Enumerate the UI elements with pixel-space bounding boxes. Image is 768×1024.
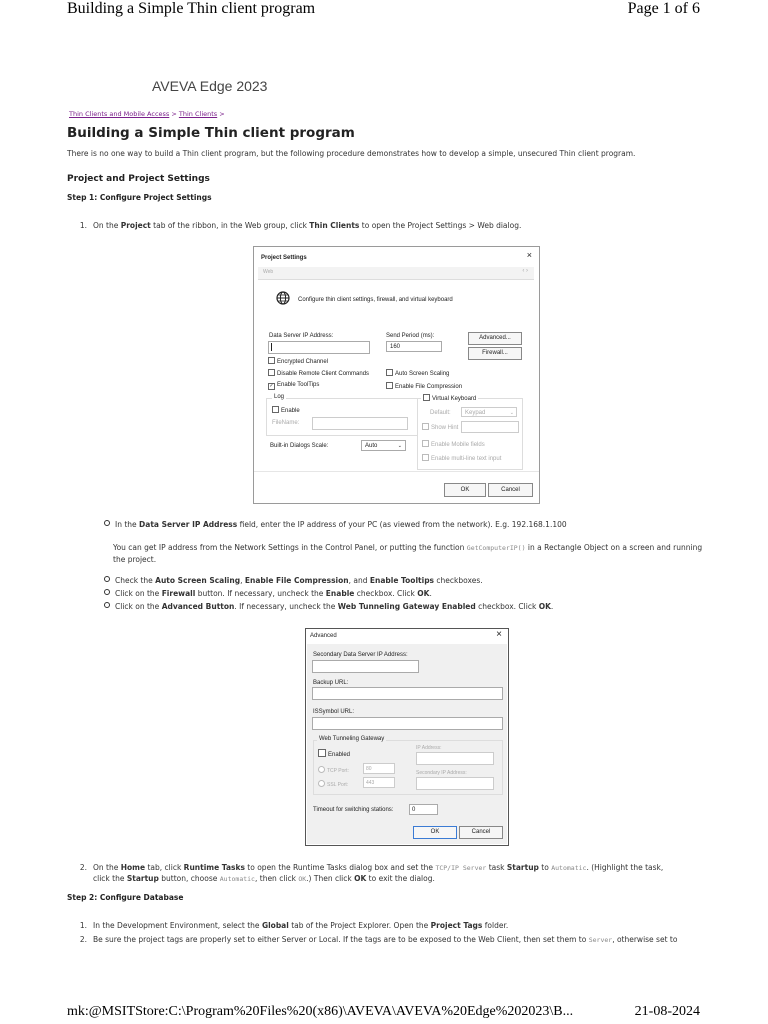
- dialogs-scale-select[interactable]: Auto ⌄: [361, 440, 406, 451]
- virtual-keyboard-checkbox[interactable]: Virtual Keyboard: [421, 394, 478, 402]
- secondary-ip-input[interactable]: [312, 660, 419, 673]
- vk-default-label: Default:: [430, 410, 451, 416]
- log-group-label: Log: [274, 394, 285, 400]
- vk-multiline-checkbox[interactable]: Enable multi-line text input: [422, 454, 501, 462]
- ip-address-input[interactable]: [416, 752, 494, 765]
- web-tunneling-label: Web Tunneling Gateway: [319, 736, 385, 742]
- advanced-dialog: [305, 628, 509, 846]
- aveva-logo: [118, 80, 142, 94]
- vk-hint-input[interactable]: [461, 421, 519, 433]
- note-paragraph: You can get IP address from the Network Settings in the Control Panel, or putting the function GetComputerIP() in a Rectangle Object on a screen and running the project.: [113, 543, 703, 564]
- disable-remote-commands-checkbox[interactable]: Disable Remote Client Commands: [268, 369, 369, 377]
- ok-button[interactable]: OK: [413, 826, 457, 839]
- breadcrumb-thin-clients-mobile[interactable]: Thin Clients and Mobile Access: [69, 110, 170, 118]
- list-item: 1. On the Project tab of the ribbon, in the Web group, click Thin Clients to open the Project Settings > Web dialog.: [79, 221, 522, 230]
- cancel-button[interactable]: Cancel: [488, 483, 533, 497]
- ssl-port-radio[interactable]: SSL Port:: [318, 780, 348, 788]
- issymbol-url-label: ISSymbol URL:: [313, 709, 355, 715]
- bullet-icon: [104, 602, 110, 608]
- send-period-input[interactable]: 160: [386, 341, 442, 352]
- dialog-title: Advanced: [310, 633, 337, 639]
- list-item: Click on the Advanced Button. If necessary, uncheck the Web Tunneling Gateway Enabled checkbox. Click OK.: [104, 601, 553, 612]
- list-item: 2. On the Home tab, click Runtime Tasks to open the Runtime Tasks dialog box and set the TCP/IP Server task Startup to Automatic. (Highlight the task,: [79, 863, 664, 872]
- list-item-continuation: click the Startup button, choose Automatic, then click OK.) Then click OK to exit the dialog.: [93, 874, 435, 883]
- log-filename-input[interactable]: [312, 417, 408, 430]
- send-period-label: Send Period (ms):: [386, 333, 435, 339]
- breadcrumb: [69, 110, 225, 118]
- page-title: Building a Simple Thin client program: [67, 125, 355, 141]
- list-item: Check the Auto Screen Scaling, Enable File Compression, and Enable Tooltips checkboxes.: [104, 575, 483, 586]
- nav-arrows-icon[interactable]: ‹ ›: [522, 268, 528, 274]
- vk-enable-mobile-checkbox[interactable]: Enable Mobile fields: [422, 440, 485, 448]
- project-settings-dialog: [253, 246, 540, 504]
- footer-path: mk:@MSITStore:C:\Program%20Files%20(x86)\AVEVA\AVEVA%20Edge%202023\B...: [67, 1004, 574, 1019]
- secondary-ip-label: Secondary Data Server IP Address:: [313, 652, 408, 658]
- step-heading: Step 2: Configure Database: [67, 893, 184, 902]
- breadcrumb-thin-clients[interactable]: Thin Clients: [178, 110, 218, 118]
- secondary-ip-address-input[interactable]: [416, 777, 494, 790]
- enable-file-compression-checkbox[interactable]: Enable File Compression: [386, 382, 462, 390]
- list-item: 2. Be sure the project tags are properly set to either Server or Local. If the tags are to be exposed to the Web Client, then set them to Server, otherwise set to: [79, 935, 678, 944]
- list-item: Click on the Firewall button. If necessary, uncheck the Enable checkbox. Click OK.: [104, 588, 432, 599]
- tcp-port-radio[interactable]: TCP Port:: [318, 766, 349, 774]
- ip-address-label: IP Address:: [416, 745, 442, 751]
- close-icon[interactable]: ×: [526, 250, 532, 260]
- dialogs-scale-label: Built-in Dialogs Scale:: [270, 443, 329, 449]
- intro-paragraph: There is no one way to build a Thin client program, but the following procedure demonstrates how to develop a simple, unsecured Thin client program.: [67, 149, 636, 158]
- page-number: Page 1 of 6: [627, 0, 700, 17]
- timeout-input[interactable]: 0: [409, 804, 438, 815]
- encrypted-channel-checkbox[interactable]: Encrypted Channel: [268, 357, 328, 365]
- ok-button[interactable]: OK: [444, 483, 486, 497]
- dialog-description: Configure thin client settings, firewall, and virtual keyboard: [298, 297, 453, 303]
- issymbol-url-input[interactable]: [312, 717, 503, 730]
- bullet-icon: [104, 589, 110, 595]
- cancel-button[interactable]: Cancel: [459, 826, 503, 839]
- firewall-button[interactable]: Firewall...: [468, 347, 522, 360]
- log-enable-checkbox[interactable]: Enable: [272, 406, 300, 414]
- enabled-checkbox[interactable]: Enabled: [318, 749, 350, 758]
- section-heading: Project and Project Settings: [67, 174, 210, 184]
- enable-tooltips-checkbox[interactable]: ✓ Enable ToolTips: [269, 382, 320, 389]
- tcp-port-input[interactable]: 80: [363, 763, 395, 774]
- bullet-icon: [104, 520, 110, 526]
- dialog-title: Project Settings: [261, 255, 307, 261]
- ssl-port-input[interactable]: 443: [363, 777, 395, 788]
- list-item: In the Data Server IP Address field, enter the IP address of your PC (as viewed from the network). E.g. 192.168.1.100: [104, 519, 567, 530]
- breadcrumb-separator: >: [169, 110, 179, 118]
- auto-screen-scaling-checkbox[interactable]: Auto Screen Scaling: [386, 369, 449, 377]
- bullet-icon: [104, 576, 110, 582]
- data-server-ip-label: Data Server IP Address:: [269, 333, 334, 339]
- data-server-ip-input[interactable]: [268, 341, 370, 354]
- timeout-label: Timeout for switching stations:: [313, 807, 394, 813]
- product-name: AVEVA Edge 2023: [152, 78, 268, 94]
- vk-show-hint-checkbox[interactable]: Show Hint: [422, 423, 458, 431]
- list-item: 1. In the Development Environment, select the Global tab of the Project Explorer. Open the Project Tags folder.: [79, 921, 509, 930]
- page-header-title: Building a Simple Thin client program: [67, 0, 316, 17]
- backup-url-input[interactable]: [312, 687, 503, 700]
- secondary-ip-address-label: Secondary IP Address:: [416, 770, 467, 776]
- breadcrumb-separator: >: [217, 110, 225, 118]
- backup-url-label: Backup URL:: [313, 680, 349, 686]
- footer-date: 21-08-2024: [634, 1004, 700, 1019]
- close-icon[interactable]: ×: [496, 629, 502, 640]
- log-filename-label: FileName:: [272, 420, 300, 426]
- advanced-button[interactable]: Advanced...: [468, 332, 522, 345]
- vk-default-select[interactable]: Keypad ⌄: [461, 407, 517, 417]
- step-heading: Step 1: Configure Project Settings: [67, 193, 212, 202]
- section-label: Web: [263, 269, 274, 275]
- globe-icon: [276, 291, 290, 305]
